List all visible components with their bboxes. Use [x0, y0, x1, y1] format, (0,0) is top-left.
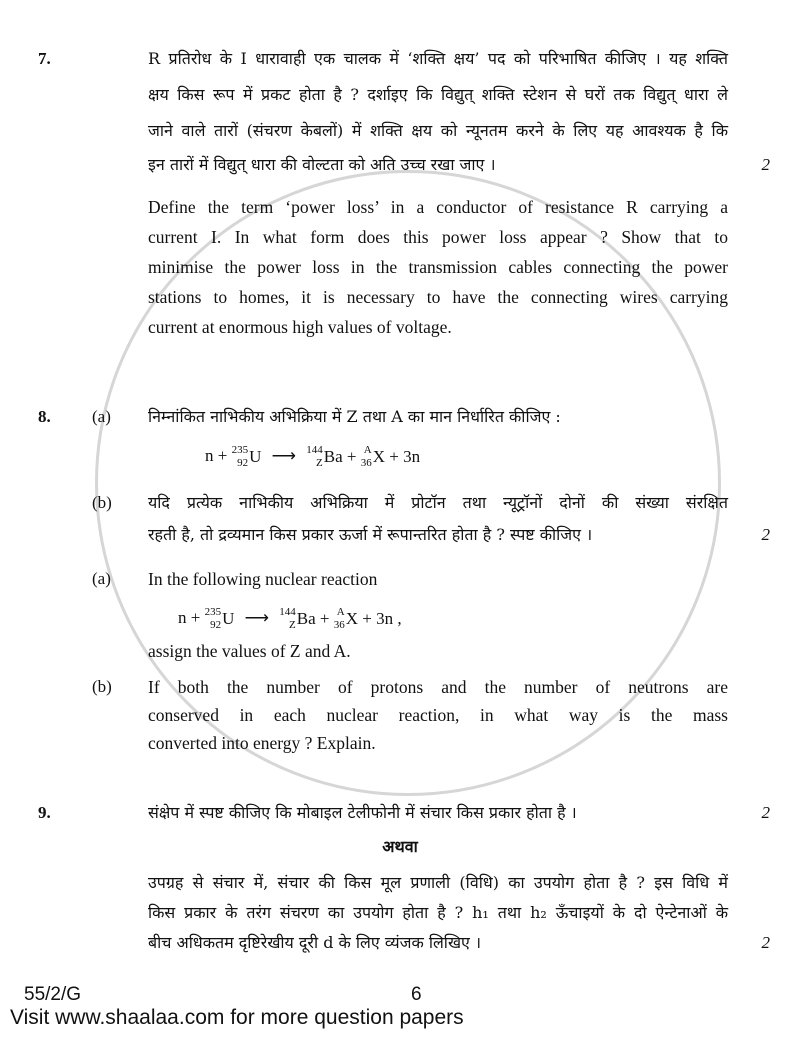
q7-row — [0, 84, 800, 106]
eq-term: X + 3n , — [345, 609, 402, 628]
q8b-english-line: If both the number of protons and the number of neutrons are — [148, 677, 728, 697]
mass-number: 144 — [279, 606, 296, 618]
q9-row — [0, 932, 800, 954]
atomic-number: 36 — [360, 457, 372, 469]
q9-row — [0, 872, 800, 894]
q7-row — [0, 226, 800, 248]
q8-row — [0, 732, 800, 754]
question-number: 9. — [38, 803, 51, 822]
q8a-english: In the following nuclear reaction — [148, 569, 378, 589]
q9-row — [0, 802, 800, 824]
q7-english-line: Define the term ‘power loss’ in a conductor of resistance R carrying a — [148, 197, 728, 217]
q9-hindi: संक्षेप में स्पष्ट कीजिए कि मोबाइल टेलीफोनी में संचार किस प्रकार होता है । — [148, 803, 577, 822]
eq-term: U — [222, 609, 235, 628]
atomic-number: 36 — [333, 619, 345, 631]
q8-row — [0, 676, 800, 698]
eq-term: n + — [178, 607, 201, 627]
q8-row — [0, 568, 800, 590]
question-number: 7. — [38, 49, 51, 68]
marks: 2 — [761, 155, 770, 174]
mass-number: 144 — [306, 444, 323, 456]
q8-row — [0, 606, 800, 632]
footer — [0, 984, 800, 1006]
q8b-english-line: converted into energy ? Explain. — [148, 733, 376, 753]
q7-english-line: stations to homes, it is necessary to have the connecting wires carrying — [148, 287, 728, 307]
eq-term: U — [249, 447, 262, 466]
marks: 2 — [761, 525, 770, 544]
q7-row — [0, 196, 800, 218]
part-label: (b) — [92, 493, 112, 512]
nuclear-equation-english — [148, 606, 728, 632]
eq-term: n + — [205, 445, 228, 465]
q8-row — [0, 492, 800, 514]
q8-row — [0, 640, 800, 662]
q7-row — [0, 48, 800, 70]
atomic-number: 92 — [237, 457, 249, 469]
q8b-hindi-line: रहती है, तो द्रव्यमान किस प्रकार ऊर्जा में रूपान्तरित होता है ? स्पष्ट कीजिए । — [148, 525, 593, 544]
atomic-number: Z — [316, 457, 323, 469]
arrow-icon: ⟶ — [244, 607, 269, 627]
mass-number: 235 — [204, 606, 222, 618]
q7-row — [0, 316, 800, 338]
q8b-hindi-line: यदि प्रत्येक नाभिकीय अभिक्रिया में प्रोटॉन तथा न्यूट्रॉनों दोनों की संख्या संरक्षित — [148, 493, 728, 512]
marks: 2 — [761, 933, 770, 952]
q7-row — [0, 286, 800, 308]
q9-row — [0, 902, 800, 924]
visit-link[interactable]: Visit www.shaalaa.com for more question papers — [10, 1006, 464, 1029]
part-label: (a) — [92, 569, 111, 588]
arrow-icon: ⟶ — [271, 445, 296, 465]
q8-row — [0, 524, 800, 546]
q7-row — [0, 120, 800, 142]
marks: 2 — [761, 803, 770, 822]
q7-english-line: minimise the power loss in the transmission cables connecting the power — [148, 257, 728, 277]
q7-english-line: current at enormous high values of voltage. — [148, 317, 452, 337]
page-number: 6 — [411, 984, 422, 1005]
atomic-number: Z — [289, 619, 296, 631]
q7-row — [0, 256, 800, 278]
q9-or-line: उपग्रह से संचार में, संचार की किस मूल प्रणाली (विधि) का उपयोग होता है ? इस विधि में — [148, 873, 728, 892]
eq-term: Ba + — [323, 447, 357, 466]
q7-hindi-line: क्षय किस रूप में प्रकट होता है ? दर्शाइए कि विद्युत् शक्ति स्टेशन से घरों तक विद्युत् धारा ले — [148, 85, 728, 104]
q8-row — [0, 444, 800, 470]
eq-term: X + 3n — [372, 447, 421, 466]
q8a-hindi: निम्नांकित नाभिकीय अभिक्रिया में Z तथा A का मान निर्धारित कीजिए : — [148, 407, 561, 426]
q8-row — [0, 704, 800, 726]
q7-hindi-line: R प्रतिरोध के I धारावाही एक चालक में ‘शक्ति क्षय’ पद को परिभाषित कीजिए । यह शक्ति — [148, 49, 728, 68]
q8b-english-line: conserved in each nuclear reaction, in what way is the mass — [148, 705, 728, 725]
q7-english-line: current I. In what form does this power loss appear ? Show that to — [148, 227, 728, 247]
q8-row — [0, 406, 800, 428]
part-label: (a) — [92, 407, 111, 426]
part-label: (b) — [92, 677, 112, 696]
or-heading: अथवा — [382, 837, 418, 856]
q7-row — [0, 154, 800, 176]
atomic-number: 92 — [210, 619, 222, 631]
question-number: 8. — [38, 407, 51, 426]
q8a-english-2: assign the values of Z and A. — [148, 641, 351, 661]
q7-hindi-line: जाने वाले तारों (संचरण केबलों) में शक्ति क्षय को न्यूनतम करने के लिए यह आवश्यक है कि — [148, 121, 728, 140]
paper-code: 55/2/G — [24, 984, 82, 1005]
eq-term: Ba + — [296, 609, 330, 628]
q9-or-line: किस प्रकार के तरंग संचरण का उपयोग होता है ? h₁ तथा h₂ ऊँचाइयों के दो ऐन्टेनाओं के — [148, 903, 728, 922]
nuclear-equation — [148, 444, 728, 470]
mass-number: A — [363, 444, 372, 456]
q9-or-line: बीच अधिकतम दृष्टिरेखीय दूरी d के लिए व्यंजक लिखिए । — [148, 933, 482, 952]
mass-number: 235 — [231, 444, 249, 456]
q7-hindi-line: इन तारों में विद्युत् धारा की वोल्टता को अति उच्च रखा जाए । — [148, 155, 496, 174]
mass-number: A — [336, 606, 345, 618]
